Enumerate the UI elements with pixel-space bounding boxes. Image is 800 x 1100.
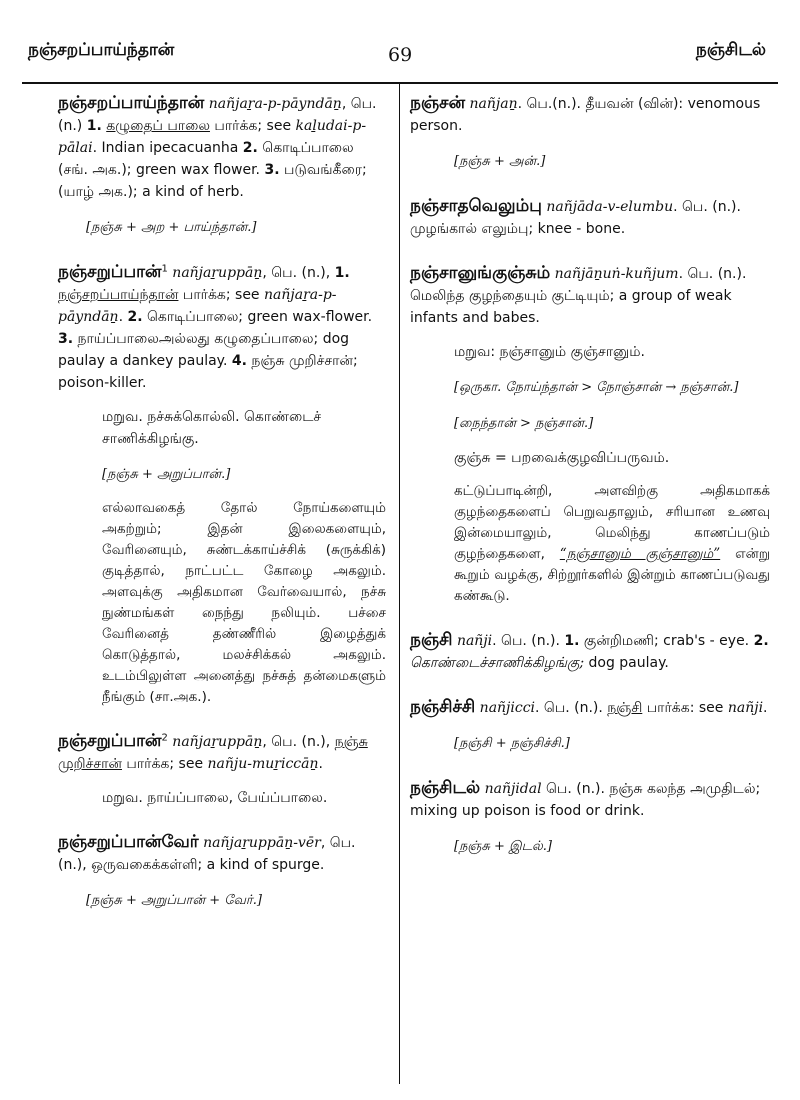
page-header	[0, 0, 800, 80]
etymology: [நஞ்சு + அன்.]	[454, 154, 546, 169]
homonym-number: 2	[161, 732, 168, 744]
sense-number: 2.	[242, 140, 258, 156]
transliteration: nañjaṟa-p-pāyndāṉ	[208, 96, 342, 112]
homonym-number: 1	[161, 263, 168, 275]
dictionary-entry	[410, 92, 770, 173]
entry-text: . பெ.(n.). தீயவன் (வின்): venomous person.	[410, 96, 761, 134]
entry-body	[58, 831, 386, 876]
entry-text: பார்க்க; see	[178, 287, 264, 303]
etymology: [ஒருகா. நோய்ந்தான் > நோஞ்சான் → நஞ்சான்.]	[454, 380, 739, 395]
usage-note	[454, 481, 770, 607]
headword: நஞ்சிடல்	[410, 778, 481, 798]
entry-text: . பெ. (n.).	[535, 700, 608, 716]
entry-text: படுவங்கீரை; (யாழ் அக.); a kind of herb.	[58, 162, 367, 200]
entry-text: குன்றிமணி; crab's - eye.	[579, 633, 754, 649]
quoted-phrase: “நஞ்சானும் குஞ்சானும்”	[559, 546, 721, 562]
entry-text: . பெ. (n.).	[492, 633, 565, 649]
entry-text: , பெ. (n.)	[58, 96, 377, 134]
entry-body	[410, 195, 770, 240]
note-text: என்று கூறும் வழக்கு, சிற்றூர்களில் இன்றும் காணப்படுவது கண்கூடு.	[454, 546, 770, 604]
synonyms: மறுவ. நாய்ப்பாலை, பேய்ப்பாலை.	[102, 790, 328, 806]
sense-number: 3.	[58, 331, 74, 347]
header-rule	[22, 82, 778, 84]
entry-text: நஞ்சு முறிச்சான்; poison-killer.	[58, 353, 358, 391]
entry-text: . பெ. (n.). மெலிந்த குழந்தையும் குட்டியும்; a group of weak infants and babes.	[410, 266, 747, 326]
transliteration: nañjaṉ	[469, 96, 518, 112]
headword: நஞ்சறுப்பான்	[58, 262, 162, 282]
etymology: [நஞ்சு + இடல்.]	[454, 839, 553, 854]
transliteration: nañji	[727, 700, 764, 716]
entry-text: dog paulay.	[584, 655, 669, 671]
dictionary-entry	[410, 195, 770, 240]
running-head-left: நஞ்சறப்பாய்ந்தான்	[28, 40, 175, 60]
entry-body	[58, 92, 386, 203]
etymology: [நைந்தான் > நஞ்சான்.]	[454, 416, 594, 431]
entry-text: பார்க்க; see	[121, 756, 208, 772]
cross-reference: கொண்டைச்சாணிக்கிழங்கு;	[410, 655, 585, 671]
entry-text: கொடிப்பாலை; green wax-flower.	[142, 309, 373, 325]
dictionary-entry	[410, 262, 770, 607]
dictionary-entry	[58, 261, 386, 708]
etymology: [நஞ்சு + அற + பாய்ந்தான்.]	[86, 220, 257, 235]
transliteration: nañjaṟuppāṉ	[172, 265, 263, 281]
cross-reference: நஞ்சி	[607, 700, 643, 716]
entry-body	[410, 262, 770, 329]
running-head-right: நஞ்சிடல்	[695, 40, 766, 60]
sense-number: 2.	[127, 309, 143, 325]
entry-text: பெ. (n.). நஞ்சு கலந்த அமுதிடல்; mixing up poison is food or drink.	[410, 781, 761, 819]
entry-text: நாய்ப்பாலைஅல்லது கழுதைப்பாலை; dog paulay a dankey paulay.	[58, 331, 350, 369]
entry-text: .	[763, 700, 768, 716]
headword: நஞ்சாதவெலும்பு	[410, 196, 542, 216]
dictionary-entry	[58, 730, 386, 809]
entry-text: , பெ. (n.),	[262, 265, 335, 281]
etymology: [நஞ்சு + அறுப்பான் + வேர்.]	[86, 893, 262, 908]
dictionary-entry	[410, 777, 770, 858]
entry-text: , பெ. (n.),	[262, 734, 335, 750]
synonyms: மறுவ. நச்சுக்கொல்லி. கொண்டைச் சாணிக்கிழங்கு.	[102, 409, 322, 447]
sense-number: 1.	[564, 633, 580, 649]
left-column	[58, 92, 386, 1100]
entry-text: பார்க்க; see	[209, 118, 296, 134]
entry-text: பார்க்க: see	[642, 700, 728, 716]
entry-body	[410, 629, 770, 674]
entry-text: . Indian ipecacuanha	[92, 140, 243, 156]
entry-text: .	[318, 756, 323, 772]
dictionary-entry	[58, 831, 386, 912]
headword: நஞ்சி	[410, 630, 453, 650]
entry-text: கொடிப்பாலை (சங். அக.); green wax flower.	[58, 140, 354, 178]
sense-number: 3.	[264, 162, 280, 178]
gloss: குஞ்சு = பறவைக்குழவிப்பருவம்.	[454, 450, 670, 466]
transliteration: nañjāda-v-elumbu	[546, 199, 674, 215]
transliteration: nañjaṟa-p-pāyndāṉ	[58, 287, 337, 325]
transliteration: nañjaṟuppāṉ	[172, 734, 263, 750]
column-divider	[399, 84, 400, 1084]
cross-reference: நஞ்சு முறிச்சான்	[58, 734, 368, 772]
entry-text: . பெ. (n.). முழங்கால் எலும்பு; knee - bone.	[410, 199, 741, 237]
headword: நஞ்சறுப்பான்	[58, 731, 162, 751]
dictionary-entry	[58, 92, 386, 239]
entry-text: , பெ. (n.), ஒருவகைக்கள்ளி; a kind of spurge.	[58, 835, 356, 873]
transliteration: kaḻudai-p-pālai	[58, 118, 367, 156]
synonyms: மறுவ: நஞ்சானும் குஞ்சானும்.	[454, 344, 646, 360]
transliteration: nañjaṟuppāṉ-vēr	[203, 835, 321, 851]
cross-reference: கழுதைப் பாலை	[106, 118, 210, 134]
headword: நஞ்சன்	[410, 93, 466, 113]
sense-number: 1.	[334, 265, 350, 281]
entry-body	[58, 261, 386, 394]
dictionary-entry	[410, 696, 770, 755]
headword: நஞ்சறப்பாய்ந்தான்	[58, 93, 205, 113]
sense-number: 1.	[86, 118, 102, 134]
etymology: [நஞ்சி + நஞ்சிச்சி.]	[454, 736, 570, 751]
transliteration: nañjicci	[479, 700, 536, 716]
etymology: [நஞ்சு + அறுப்பான்.]	[102, 467, 231, 482]
note-text: கட்டுப்பாடின்றி, அளவிற்கு அதிகமாகக் குழந்தைகளைப் பெறுவதாலும், சரியான உணவு இன்மையாலும், மெலிந்து காணப்படும் குழந்தைகளை,	[454, 483, 770, 562]
sense-number: 2.	[753, 633, 769, 649]
entry-body	[58, 730, 386, 775]
headword: நஞ்சானுங்குஞ்சும்	[410, 263, 551, 283]
dictionary-entry	[410, 629, 770, 674]
transliteration: nañji	[456, 633, 493, 649]
right-column	[410, 92, 770, 1100]
usage-note: எல்லாவகைத் தோல் நோய்களையும் அகற்றும்; இதன் இலைகளையும், வேரினையும், சுண்டக்காய்ச்சிக் (சுருக்கிக்) குடித்தால், நாட்பட்ட கோழை அகலும். அளவுக்கு அதிகமான வேர்வையால், நச்சு நுண்மங்கள் நைந்து நலியும். பச்சை வேரினைத் தண்ணீரில் இழைத்துக் கொடுத்தால், மலச்சிக்கல் அகலும். உடம்பிலுள்ள அனைத்து நச்சுத் தன்மைகளும் நீங்கும் (சா.அக.).	[102, 500, 386, 705]
entry-text: .	[118, 309, 128, 325]
headword: நஞ்சிச்சி	[410, 697, 476, 717]
entry-body	[410, 777, 770, 822]
headword: நஞ்சறுப்பான்வேர்	[58, 832, 199, 852]
page-number: 69	[388, 44, 413, 66]
entry-body	[410, 92, 770, 137]
transliteration: nañjidal	[484, 781, 542, 797]
cross-reference: நஞ்சறப்பாய்ந்தான்	[58, 287, 179, 303]
entry-body	[410, 696, 770, 719]
sense-number: 4.	[231, 353, 247, 369]
transliteration: nañju-muṟiccāṉ	[207, 756, 319, 772]
transliteration: nañjāṉuṅ-kuñjum	[554, 266, 679, 282]
